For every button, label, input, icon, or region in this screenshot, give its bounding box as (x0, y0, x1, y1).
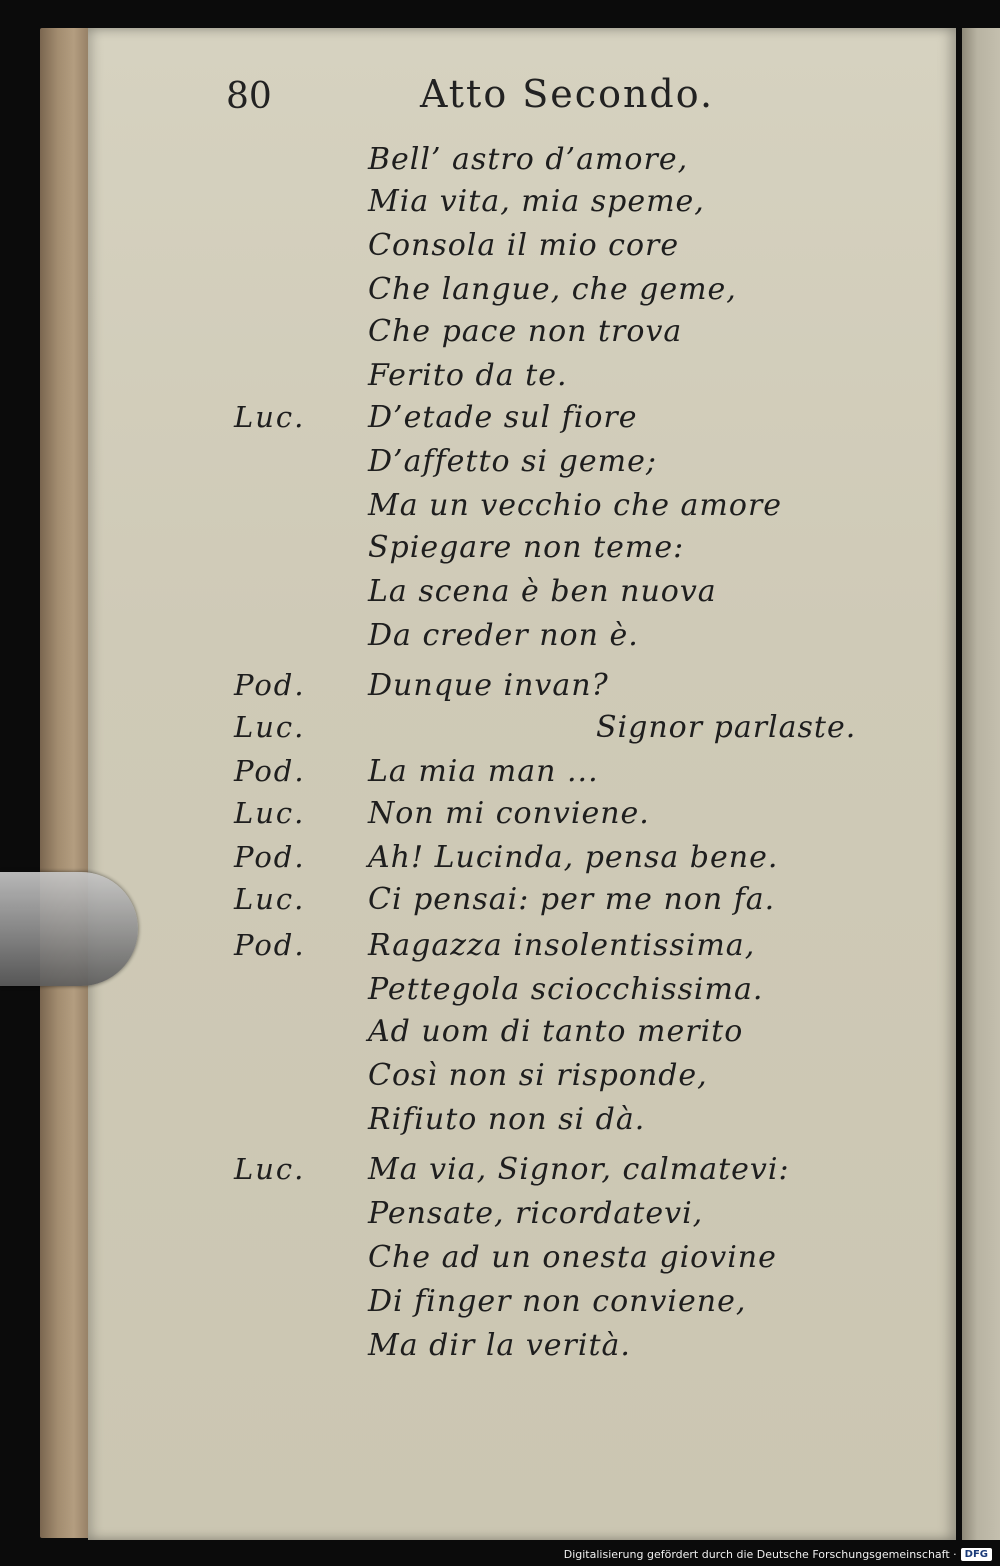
verse-line (0, 444, 860, 488)
verse-line-text: Signor parlaste. (596, 710, 857, 745)
verse-line-text: Che pace non trova (368, 314, 683, 349)
verse-line (0, 574, 860, 618)
speaker-name: Pod. (234, 928, 306, 962)
verse-line-text: Ma un vecchio che amore (368, 488, 783, 523)
verse-line-text: Ci pensai: per me non fa. (368, 882, 776, 917)
verse-line-text: La scena è ben nuova (368, 574, 717, 609)
verse-line-text: Ferito da te. (368, 358, 568, 393)
verse-line (0, 1152, 860, 1196)
verse-line (0, 618, 860, 662)
verse-line-text: D’etade sul fiore (368, 400, 638, 435)
facing-page-edge (962, 28, 1000, 1540)
verse-line (0, 488, 860, 532)
verse-line (0, 754, 860, 798)
verse-line-text: Pettegola sciocchissima. (368, 972, 764, 1007)
verse-line-text: Mia vita, mia speme, (368, 184, 705, 219)
verse-line-text: Ma via, Signor, calmatevi: (368, 1152, 790, 1187)
verse-line (0, 1196, 860, 1240)
verse-line-text: Non mi conviene. (368, 796, 650, 831)
verse-line (0, 358, 860, 402)
verse-line-text: Ah! Lucinda, pensa bene. (368, 840, 779, 875)
speaker-name: Pod. (234, 754, 306, 788)
verse-line (0, 1284, 860, 1328)
speaker-name: Luc. (234, 400, 306, 434)
running-title: Atto Secondo. (420, 72, 715, 116)
verse-line-text: Pensate, ricordatevi, (368, 1196, 704, 1231)
verse-line (0, 530, 860, 574)
verse-line (0, 1102, 860, 1146)
verse-line-text: Che ad un onesta giovine (368, 1240, 777, 1275)
verse-line-text: Bell’ astro d’amore, (368, 142, 689, 177)
speaker-name: Luc. (234, 796, 306, 830)
verse-line (0, 272, 860, 316)
verse-line-text: Ma dir la verità. (368, 1328, 631, 1363)
speaker-name: Luc. (234, 1152, 306, 1186)
verse-line-text: Ad uom di tanto merito (368, 1014, 744, 1049)
verse-line (0, 400, 860, 444)
verse-line (0, 228, 860, 272)
credit-text: Digitalisierung gefördert durch die Deutsche Forschungsgemeinschaft · (563, 1547, 957, 1561)
verse-line (0, 314, 860, 358)
verse-line-text: Spiegare non teme: (368, 530, 685, 565)
verse-line-text: D’affetto si geme; (368, 444, 657, 479)
verse-line (0, 668, 860, 712)
dfg-logo: DFG (961, 1548, 992, 1561)
speaker-name: Pod. (234, 840, 306, 874)
verse-line (0, 972, 860, 1016)
verse-line-text: Rifiuto non si dà. (368, 1102, 646, 1137)
verse-line-text: Da creder non è. (368, 618, 639, 653)
verse-line (0, 1240, 860, 1284)
verse-line-text: Ragazza insolentissima, (368, 928, 756, 963)
page-clip-bookmark (0, 872, 138, 986)
speaker-name: Luc. (234, 710, 306, 744)
verse-line-text: Così non si risponde, (368, 1058, 708, 1093)
verse-line (0, 710, 860, 754)
verse-line (0, 1328, 860, 1372)
verse-line (0, 1014, 860, 1058)
verse-line (0, 840, 860, 884)
page-number: 80 (226, 76, 272, 117)
verse-line-text: Consola il mio core (368, 228, 680, 263)
verse-line-text: Di finger non conviene, (368, 1284, 747, 1319)
digitization-credit (564, 1544, 992, 1564)
verse-line (0, 796, 860, 840)
verse-line (0, 142, 860, 186)
verse-line (0, 1058, 860, 1102)
speaker-name: Luc. (234, 882, 306, 916)
verse-line-text: Dunque invan? (368, 668, 609, 703)
verse-line (0, 184, 860, 228)
verse-line-text: La mia man ... (368, 754, 599, 789)
speaker-name: Pod. (234, 668, 306, 702)
verse-line-text: Che langue, che geme, (368, 272, 737, 307)
